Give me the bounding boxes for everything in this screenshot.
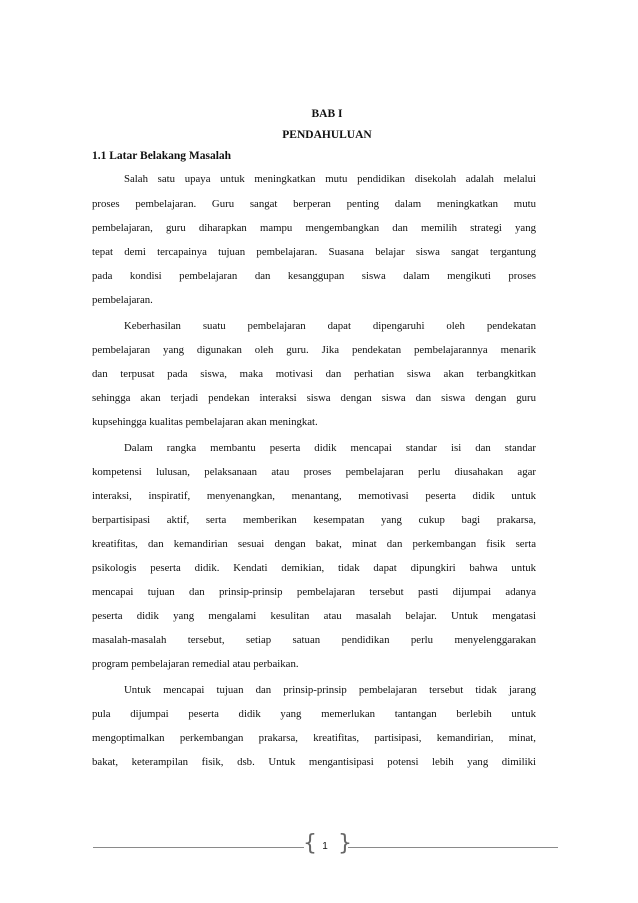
paragraph-line: Keberhasilan suatu pembelajaran dapat dipengaruhi oleh pendekatan xyxy=(124,320,536,332)
paragraph-line: pembelajaran, guru diharapkan mampu mengembangkan dan memilih strategi yang xyxy=(92,222,536,234)
paragraph-line: pembelajaran yang digunakan oleh guru. Jika pendekatan pembelajarannya menarik xyxy=(92,344,536,356)
paragraph-line: pula dijumpai peserta didik yang memerlukan tantangan berlebih untuk xyxy=(92,708,536,720)
paragraph-line: masalah-masalah tersebut, setiap satuan pendidikan perlu menyelenggarakan xyxy=(92,634,536,646)
paragraph-line: mencapai tujuan dan prinsip-prinsip pembelajaran tersebut pasti dijumpai adanya xyxy=(92,586,536,598)
footer-rule-left xyxy=(93,847,304,848)
paragraph-line: kupsehingga kualitas pembelajaran akan meningkat. xyxy=(92,416,318,428)
chapter-title: PENDAHULUAN xyxy=(282,129,372,141)
paragraph-line: Dalam rangka membantu peserta didik mencapai standar isi dan standar xyxy=(124,442,536,454)
paragraph-line: program pembelajaran remedial atau perbaikan. xyxy=(92,658,299,670)
paragraph-line: psikologis peserta didik. Kendati demikian, tidak dapat dipungkiri bahwa untuk xyxy=(92,562,536,574)
page-number: 1 xyxy=(322,841,328,852)
paragraph-line: mengoptimalkan perkembangan prakarsa, kreatifitas, partisipasi, kemandirian, minat, xyxy=(92,732,536,744)
right-brace-icon: } xyxy=(338,831,352,856)
section-heading: 1.1 Latar Belakang Masalah xyxy=(92,150,232,162)
paragraph-line: bakat, keterampilan fisik, dsb. Untuk mengantisipasi potensi lebih yang dimiliki xyxy=(92,756,536,768)
paragraph-line: sehingga akan terjadi pendekan interaksi siswa dengan siswa dan siswa dengan guru xyxy=(92,392,536,404)
paragraph-line: interaksi, inspiratif, menyenangkan, menantang, memotivasi peserta didik untuk xyxy=(92,490,536,502)
paragraph-line: proses pembelajaran. Guru sangat berperan penting dalam meningkatkan mutu xyxy=(92,198,536,210)
left-brace-icon: { xyxy=(303,831,317,856)
paragraph-line: kompetensi lulusan, pelaksanaan atau proses pembelajaran perlu diusahakan agar xyxy=(92,466,536,478)
paragraph-line: tepat demi tercapainya tujuan pembelajaran. Suasana belajar siswa sangat tergantung xyxy=(92,246,536,258)
footer-rule-right xyxy=(348,847,558,848)
paragraph-line: berpartisipasi aktif, serta memberikan kesempatan yang cukup bagi prakarsa, xyxy=(92,514,536,526)
paragraph-line: Salah satu upaya untuk meningkatkan mutu pendidikan disekolah adalah melalui xyxy=(124,173,536,185)
paragraph-line: dan terpusat pada siswa, maka motivasi dan perhatian siswa akan terbangkitkan xyxy=(92,368,536,380)
paragraph-line: pada kondisi pembelajaran dan kesanggupan siswa dalam mengikuti proses xyxy=(92,270,536,282)
paragraph-line: pembelajaran. xyxy=(92,294,153,306)
chapter-number: BAB I xyxy=(311,108,343,120)
paragraph-line: kreatifitas, dan kemandirian sesuai dengan bakat, minat dan perkembangan fisik serta xyxy=(92,538,536,550)
paragraph-line: Untuk mencapai tujuan dan prinsip-prinsip pembelajaran tersebut tidak jarang xyxy=(124,684,536,696)
paragraph-line: peserta didik yang mengalami kesulitan atau masalah belajar. Untuk mengatasi xyxy=(92,610,536,622)
